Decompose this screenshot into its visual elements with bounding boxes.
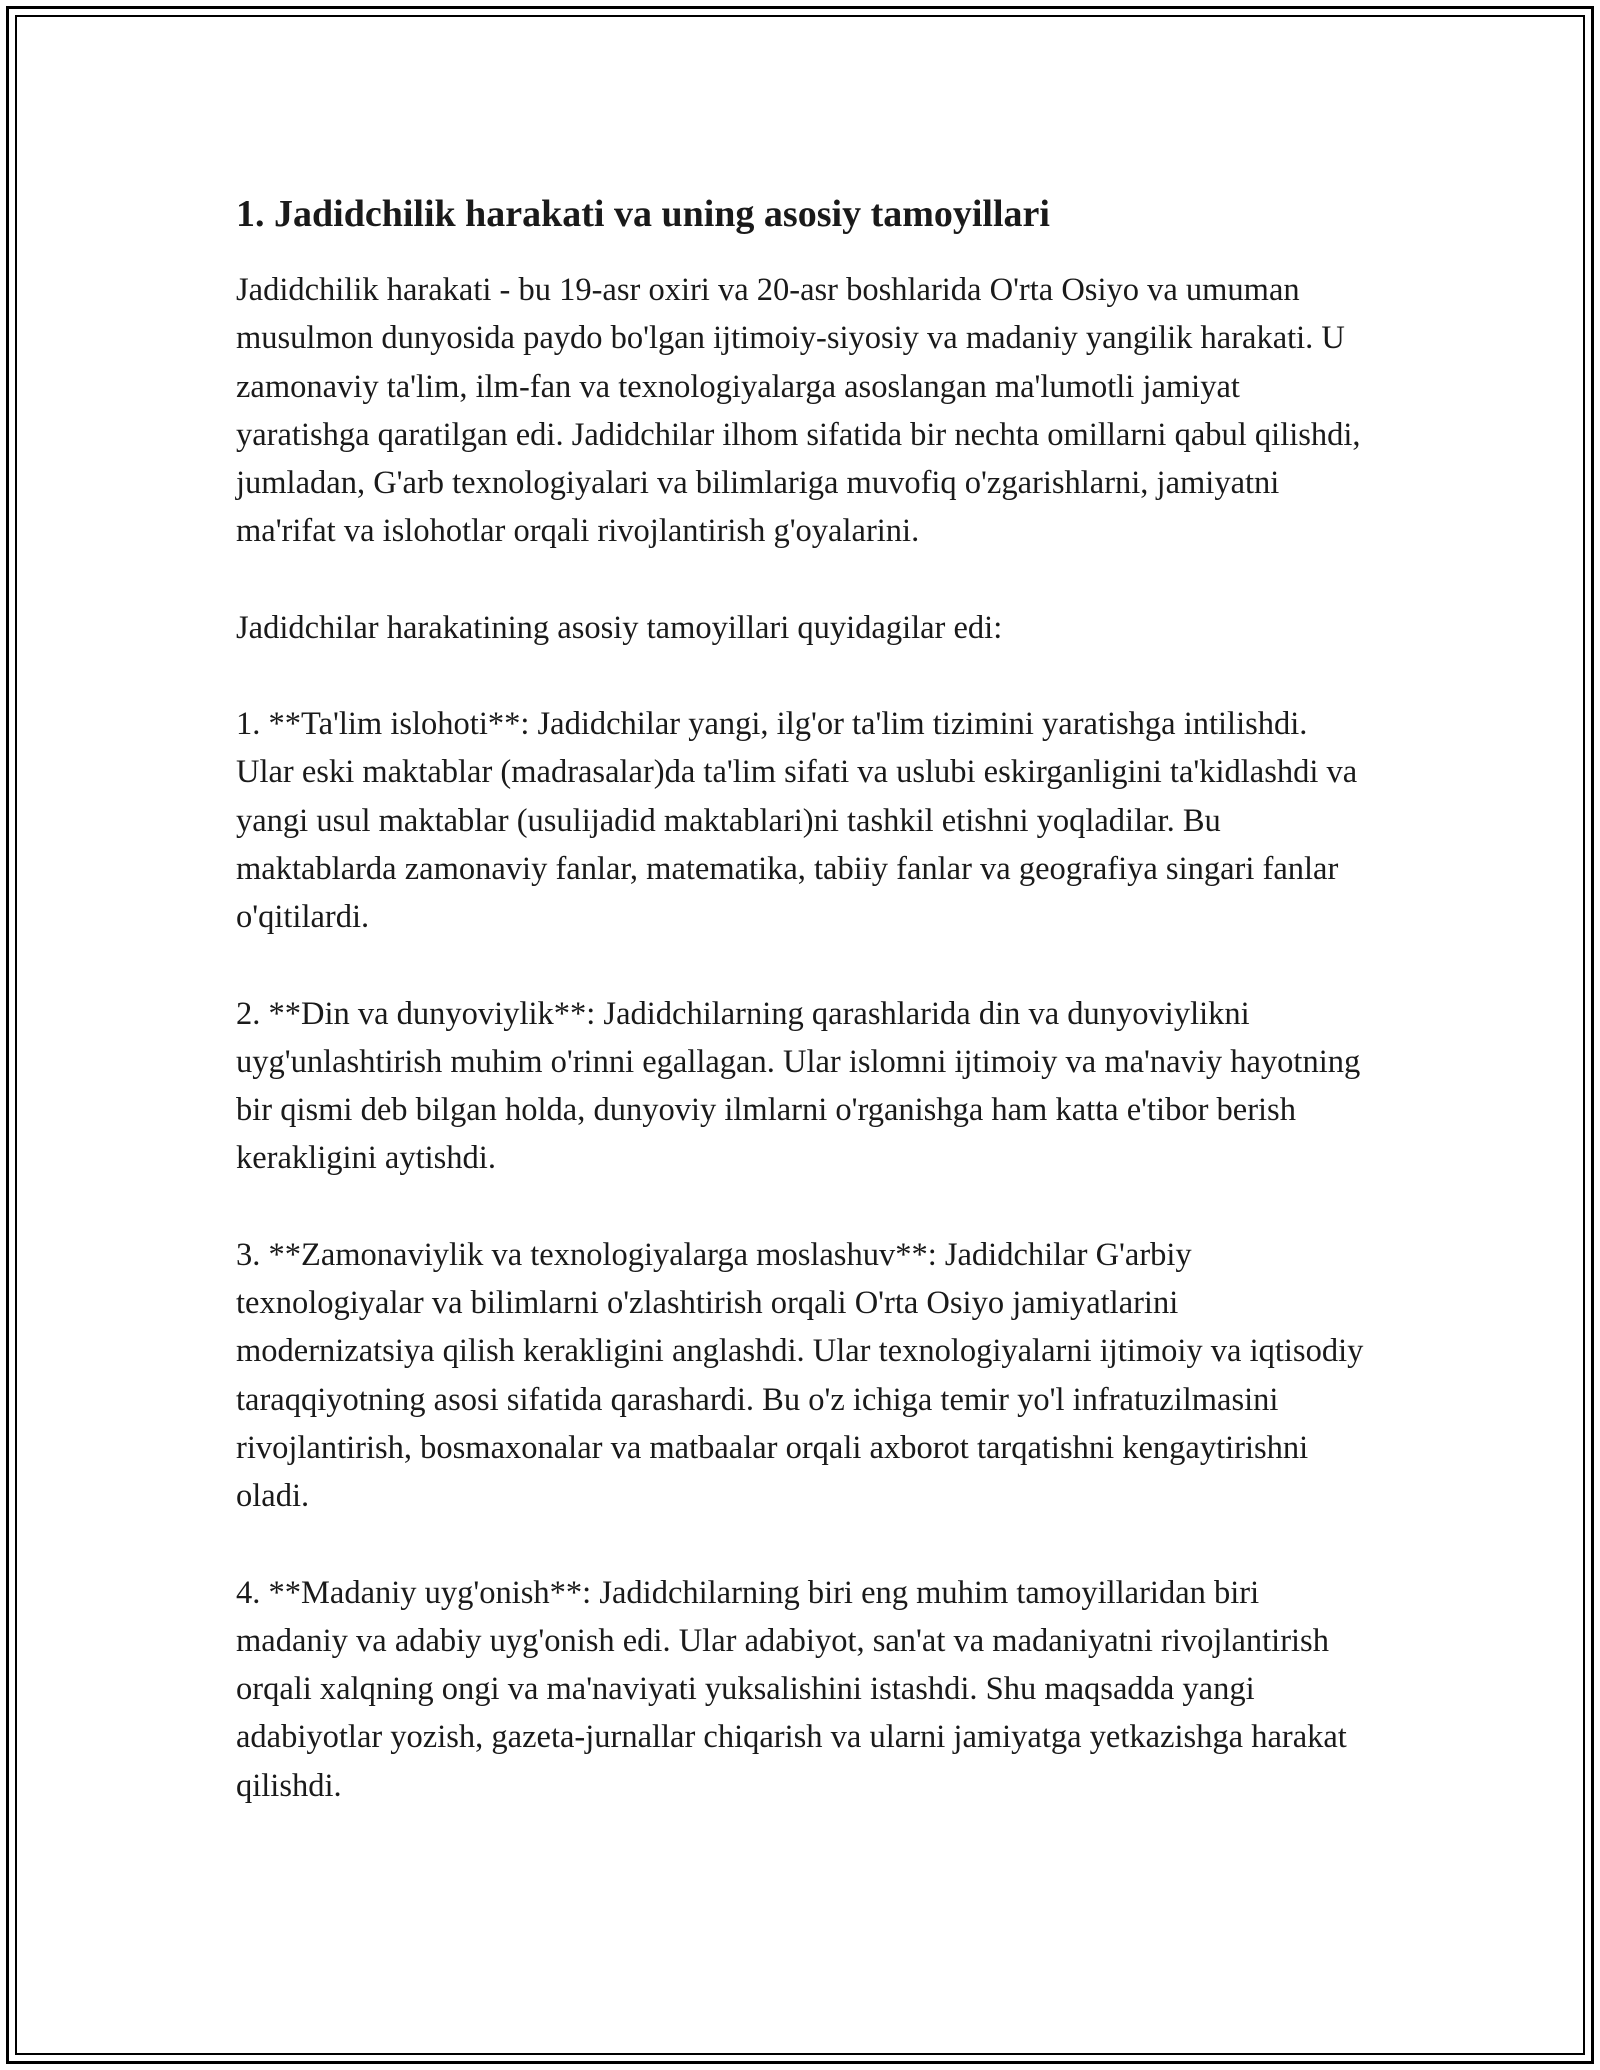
intro-paragraph: Jadidchilik harakati - bu 19-asr oxiri va 20-asr boshlarida O'rta Osiyo va umuman musulmon dunyosida paydo bo'lgan ijtimoiy-siyosiy va madaniy yangilik harakati. U zamonaviy ta'lim, ilm-fan va texnologiyalarga asoslangan ma'lumotli jamiyat yaratishga qaratilgan edi. Jadidchilar ilhom sifatida bir nechta omillarni qabul qilishdi, jumladan, G'arb texnologiyalari va bilimlariga muvofiq o'zgarishlarni, jamiyatni ma'rifat va islohotlar orqali rivojlantirish g'oyalarini. <box>236 272 1361 550</box>
section-heading: 1. Jadidchilik harakati va uning asosiy tamoyillari <box>236 193 1050 235</box>
principle-religion-secularism: 2. **Din va dunyoviylik**: Jadidchilarning qarashlarida din va dunyoviylikni uyg'unlashtirish muhim o'rinni egallagan. Ular islomni ijtimoiy va ma'naviy hayotning bir qismi deb bilgan holda, dunyoviy ilmlarni o'rganishga ham katta e'tibor berish kerakligini aytishdi. <box>236 995 1361 1177</box>
principles-lead-paragraph: Jadidchilar harakatining asosiy tamoyillari quyidagilar edi: <box>236 609 1003 646</box>
document-body <box>236 184 1366 1858</box>
principle-education-reform: 1. **Ta'lim islohoti**: Jadidchilar yangi, ilg'or ta'lim tizimini yaratishga intilishdi. Ular eski maktablar (madrasalar)da ta'lim sifati va uslubi eskirganligini ta'kidlashdi va yangi usul maktablar (usulijadid maktablari)ni tashkil etishni yoqladilar. Bu maktablarda zamonaviy fanlar, matematika, tabiiy fanlar va geografiya singari fanlar o'qitilardi. <box>236 706 1358 936</box>
principle-modernity-technology: 3. **Zamonaviylik va texnologiyalarga moslashuv**: Jadidchilar G'arbiy texnologiyalar va bilimlarni o'zlashtirish orqali O'rta Osiyo jamiyatlarini modernizatsiya qilish kerakligini anglashdi. Ular texnologiyalarni ijtimoiy va iqtisodiy taraqqiyotning asosi sifatida qarashardi. Bu o'z ichiga temir yo'l infratuzilmasini rivojlantirish, bosmaxonalar va matbaalar orqali axborot tarqatishni kengaytirishni oladi. <box>236 1236 1364 1515</box>
principle-cultural-revival: 4. **Madaniy uyg'onish**: Jadidchilarning biri eng muhim tamoyillaridan biri madaniy va adabiy uyg'onish edi. Ular adabiyot, san'at va madaniyatni rivojlantirish orqali xalqning ongi va ma'naviyati yuksalishini istashdi. Shu maqsadda yangi adabiyotlar yozish, gazeta-jurnallar chiqarish va ularni jamiyatga yetkazishga harakat qilishdi. <box>236 1574 1347 1804</box>
